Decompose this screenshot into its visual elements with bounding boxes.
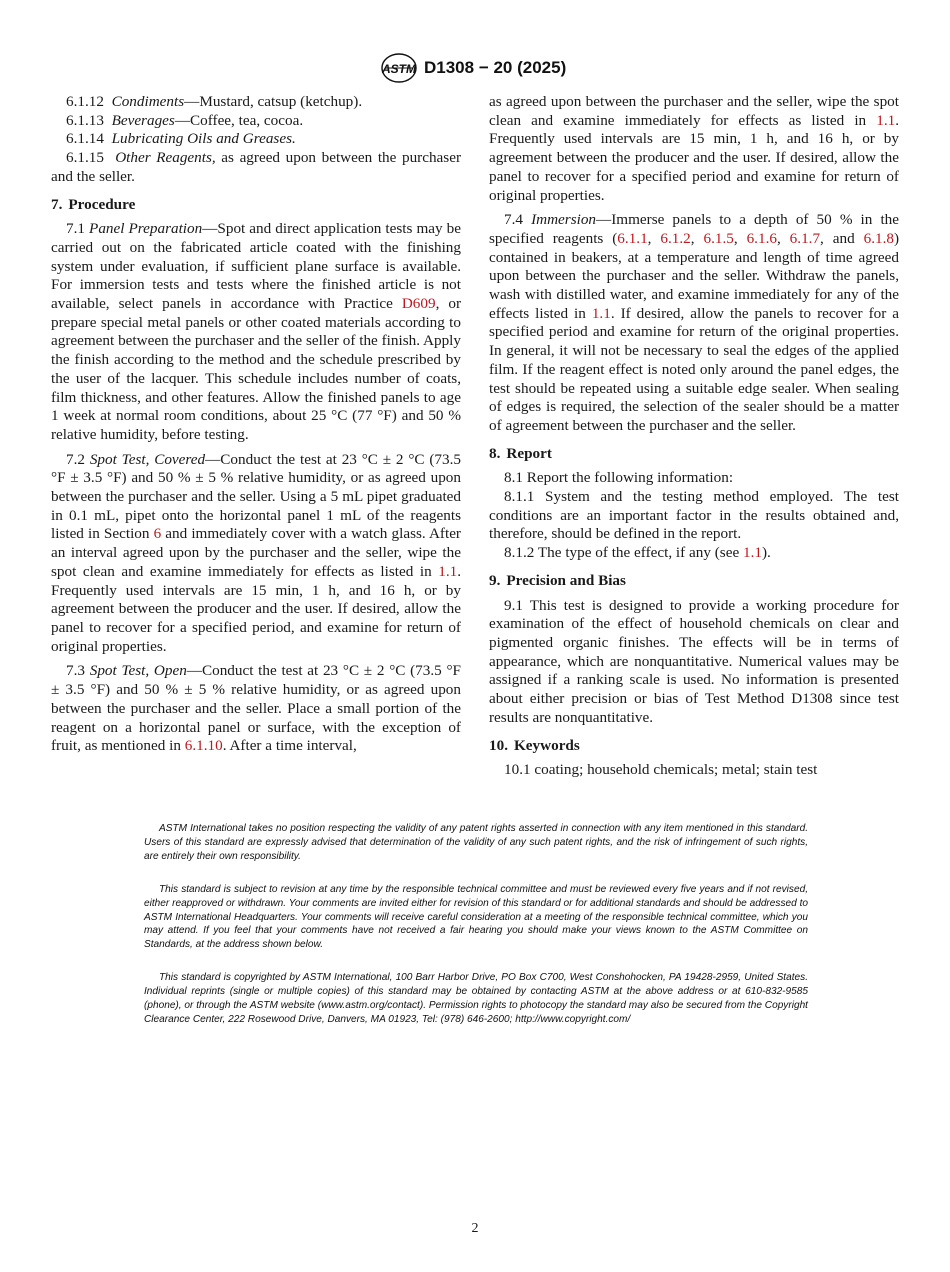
left-column	[51, 93, 461, 762]
paragraph-10-1: 10.1 coating; household chemicals; metal; stain test	[504, 761, 818, 779]
page-number: 2	[471, 1221, 479, 1236]
document-id: D1308 − 20 (2025)	[424, 58, 567, 77]
item-6-1-14: 6.1.14 Lubricating Oils and Greases.	[66, 130, 296, 148]
item-6-1-15: 6.1.15 Other Reagents, as agreed upon between the purchaser and the seller.	[51, 149, 462, 185]
ref-link[interactable]: 6.1.10	[184, 737, 223, 755]
ref-link[interactable]: 6.1.1	[617, 229, 648, 247]
astm-logo-text: ASTM	[382, 62, 416, 76]
item-6-1-13: 6.1.13 Beverages—Coffee, tea, cocoa.	[66, 111, 304, 129]
item-6-1-12: 6.1.12 Condiments—Mustard, catsup (ketchup).	[66, 93, 363, 110]
ref-link[interactable]: 1.1	[742, 544, 762, 562]
paragraph-9-1: 9.1 This test is designed to provide a working procedure for examination of the effect of household chemicals on clear and pigmented organic finishes. The effects will be in terms of appearance, which are nonquantitative. Numerical values may be assigned if a ranking scale is used. No information is presented about either precision or bias of Test Method D1308 since test results are nonquantitative.	[489, 596, 899, 726]
ref-link[interactable]: 6.1.2	[660, 229, 691, 247]
page-header	[0, 52, 950, 86]
paragraph-7-3-continued: as agreed upon between the purchaser and the seller, wipe the spot clean and examine immediately for effects as listed in 1.1. Frequently used intervals are 15 min, 1 h, and 16 h, or by agreement between the producer and the user. If desired, allow the panel to recover for a specified period and examine for return of original properties.	[489, 93, 899, 204]
ref-link[interactable]: 1.1	[438, 562, 458, 580]
patent-notice: ASTM International takes no position respecting the validity of any patent rights asserted in connection with any item mentioned in this standard. Users of this standard are expressly advised that determination of the validity of any such patent rights, and the risk of infringement of such rights, are entirely their own responsibility.	[144, 823, 808, 862]
paragraph-7-3: 7.3 Spot Test, Open—Conduct the test at 23 °C ± 2 °C (73.5 °F ± 3.5 °F) and 50 % ± 5 % relative humidity, or as agreed upon between the purchaser and the seller. Place a small portion of the reagent on a horizontal panel or surface, with the exception of fruit, as mentioned in 6.1.10. After a time interval,	[51, 662, 462, 755]
section-7-heading: 7. Procedure	[51, 195, 136, 213]
ref-link[interactable]: 1.1	[876, 111, 896, 129]
section-10-heading: 10. Keywords	[489, 736, 580, 754]
paragraph-7-1: 7.1 Panel Preparation—Spot and direct application tests may be carried out on the fabricated article coated with the finishing system under evaluation, if sufficient plane surface is available. For immersion tests and tests where the finished article is not available, select panels in accordance with Practice D609, or prepare special metal panels or other coated materials according to agreement between the purchaser and the seller of the finish. Apply the finish according to the method and the schedule prescribed by the user of the lacquer. This schedule includes number of coats, film thickness, and other features. Allow the finished panels to age 1 week at normal room conditions, about 25 °C (77 °F) and 50 % relative humidity, before testing.	[51, 220, 462, 443]
ref-link[interactable]: 6.1.8	[863, 229, 894, 247]
legal-notices	[144, 822, 808, 1046]
ref-link[interactable]: 6	[153, 525, 162, 543]
ref-link[interactable]: 1.1	[591, 304, 611, 322]
revision-notice: This standard is subject to revision at any time by the responsible technical committee and must be reviewed every five years and if not revised, either reapproved or withdrawn. Your comments are invited either for revision of this standard or for additional standards and should be addressed to ASTM International Headquarters. Your comments will receive careful consideration at a meeting of the responsible technical committee, which you may attend. If you feel that your comments have not received a fair hearing you should make your views known to the ASTM Committee on Standards, at the address shown below.	[144, 883, 808, 951]
astm-logo-icon	[380, 52, 418, 84]
paragraph-7-4: 7.4 Immersion—Immerse panels to a depth of 50 % in the specified reagents (6.1.1, 6.1.2, 6.1.5, 6.1.6, 6.1.7, and 6.1.8) contained in beakers, at a temperature and length of time agreed upon between the purchaser and the seller. Withdraw the panels, wash with distilled water, and examine immediately for any of the effects listed in 1.1. If desired, allow the panels to recover for a specified period and examine for return of the original properties. In general, it will not be necessary to seal the edges of the applied film. If the reagent effect is noted only around the panel edges, the test should be repeated using a suitable edge sealer. When sealing of edges is required, the selection of the sealer should be a matter of agreement between the purchaser and the seller.	[489, 211, 900, 434]
copyright-notice: This standard is copyrighted by ASTM International, 100 Barr Harbor Drive, PO Box C700, West Conshohocken, PA 19428-2959, United States. Individual reprints (single or multiple copies) of this standard may be obtained by contacting ASTM at the above address or at 610-832-9585 (phone), or through the ASTM website (www.astm.org/contact). Permission rights to photocopy the standard may also be secured from the Copyright Clearance Center, 222 Rosewood Drive, Danvers, MA 01923, Tel: (978) 646-2600; http://www.copyright.com/	[144, 972, 808, 1025]
section-8-heading: 8. Report	[489, 444, 552, 462]
right-column	[489, 93, 899, 786]
paragraph-8-1-2: 8.1.2 The type of the effect, if any (see 1.1).	[504, 544, 771, 562]
paragraph-8-1-1: 8.1.1 System and the testing method employed. The test conditions are an important factor in the results obtained and, therefore, should be defined in the report.	[489, 488, 899, 543]
ref-link[interactable]: 6.1.7	[789, 229, 821, 247]
ref-link[interactable]: 6.1.5	[703, 229, 734, 247]
paragraph-8-1: 8.1 Report the following information:	[504, 469, 734, 487]
paragraph-7-2: 7.2 Spot Test, Covered—Conduct the test at 23 °C ± 2 °C (73.5 °F ± 3.5 °F) and 50 % ± 5 % relative humidity, or as agreed upon between the purchaser and the seller. Using a 5 mL pipet graduated in 0.1 mL, pipet onto the horizontal panel 1 mL of the reagents listed in Section 6 and immediately cover with a watch glass. After an interval agreed upon by the purchaser and the seller, wipe the spot clean and examine immediately for effects as listed in 1.1. Frequently used intervals are 15 min, 1 h, and 16 h, or by agreement between the producer and the user. If desired, allow the panel to recover for a specified period, and examine for return of original properties.	[51, 450, 462, 655]
ref-link[interactable]: D609	[401, 295, 436, 313]
section-9-heading: 9. Precision and Bias	[489, 571, 626, 589]
ref-link[interactable]: 6.1.6	[746, 229, 777, 247]
